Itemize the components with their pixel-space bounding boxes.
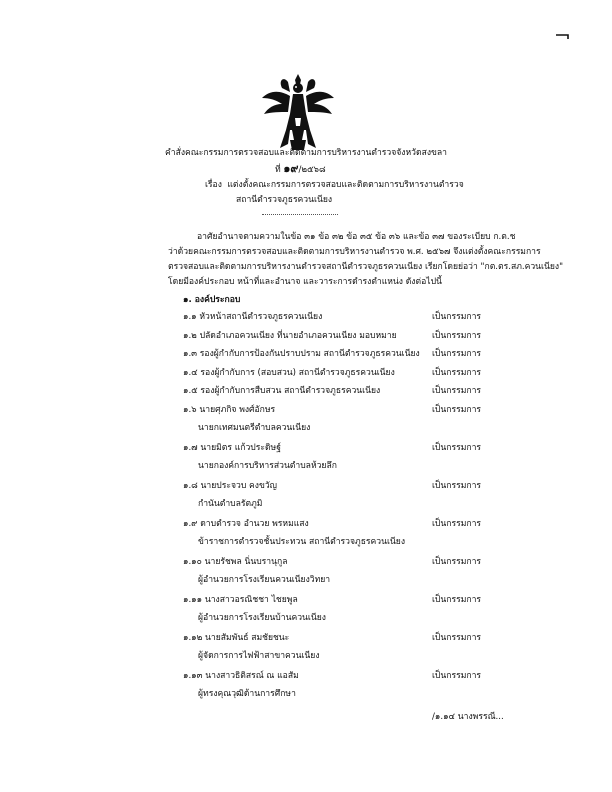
member-position: ผู้ทรงคุณวุฒิด้านการศึกษา — [198, 689, 296, 699]
order-number-suffix: /๒๕๖๘ — [298, 165, 326, 175]
member-position: ผู้อำนวยการโรงเรียนบ้านควนเนียง — [198, 613, 326, 623]
order-title: คำสั่งคณะกรรมการตรวจสอบและติดตามการบริหารงานตำรวจจังหวัดสงขลา — [165, 148, 447, 158]
member-role: เป็นกรรมการ — [432, 595, 482, 605]
body-line-1: อาศัยอำนาจตามความในข้อ ๓๑ ข้อ ๓๒ ข้อ ๓๕ ข้อ ๓๖ และข้อ ๓๗ ของระเบียบ ก.ต.ช — [197, 232, 516, 242]
member-name: ๑.๗ นายมิตร แก้วประดิษฐ์ — [183, 443, 281, 453]
member-name: ๑.๔ รองผู้กำกับการ (สอบสวน) สถานีตำรวจภูธรควนเนียง — [183, 367, 395, 378]
member-name: ๑.๕ รองผู้กำกับการสืบสวน สถานีตำรวจภูธรควนเนียง — [183, 386, 381, 397]
member-name: ๑.๒ ปลัดอำเภอควนเนียง ที่นายอำเภอควนเนียง มอบหมาย — [183, 330, 397, 341]
member-name: ๑.๑๑ นางสาวอรณิชชา ไชยพูล — [183, 595, 298, 605]
garuda-emblem-icon — [260, 70, 336, 156]
section-heading: ๑. องค์ประกอบ — [183, 295, 241, 305]
continuation-note: /๑.๑๔ นางพรรณี... — [432, 712, 504, 722]
member-position: ข้าราชการตำรวจชั้นประทวน สถานีตำรวจภูธรควนเนียง — [198, 537, 406, 547]
subject-label: เรื่อง — [205, 180, 222, 190]
order-number-prefix: ที่ — [275, 165, 281, 175]
member-role: เป็นกรรมการ — [432, 312, 482, 322]
member-position: ผู้อำนวยการโรงเรียนควนเนียงวิทยา — [198, 575, 331, 585]
order-number-handwritten: ๑๙ — [283, 162, 299, 175]
member-role: เป็นกรรมการ — [432, 671, 482, 681]
separator-dots — [262, 214, 338, 215]
member-role: เป็นกรรมการ — [432, 386, 482, 397]
member-role: เป็นกรรมการ — [432, 519, 482, 529]
member-role: เป็นกรรมการ — [432, 367, 482, 378]
member-role: เป็นกรรมการ — [432, 330, 482, 341]
member-name: ๑.๑ หัวหน้าสถานีตำรวจภูธรควนเนียง — [183, 312, 323, 322]
member-name: ๑.๑๒ นายสัมพันธ์ สมชัยชนะ — [183, 633, 290, 643]
member-position: กำนันตำบลรัตภูมิ — [198, 499, 263, 509]
member-name: ๑.๑๓ นางสาวธิติสรณ์ ณ แอสัม — [183, 671, 299, 681]
member-name: ๑.๘ นายประจวบ คงขวัญ — [183, 481, 277, 491]
member-role: เป็นกรรมการ — [432, 443, 482, 453]
member-role: เป็นกรรมการ — [432, 633, 482, 643]
member-role: เป็นกรรมการ — [432, 557, 482, 567]
body-line-2: ว่าด้วยคณะกรรมการตรวจสอบและติดตามการบริหารงานตำรวจ พ.ศ. ๒๕๖๗ จึงแต่งตั้งคณะกรรมการ — [168, 247, 541, 257]
body-line-4: โดยมีองค์ประกอบ หน้าที่และอำนาจ และวาระการดำรงตำแหน่ง ดังต่อไปนี้ — [168, 277, 442, 287]
corner-mark — [556, 34, 570, 39]
member-role: เป็นกรรมการ — [432, 405, 482, 415]
member-name: ๑.๙ ดาบตำรวจ อำนวย พรหมแสง — [183, 519, 309, 529]
order-number — [275, 163, 326, 176]
member-role: เป็นกรรมการ — [432, 349, 482, 360]
member-position: นายกองค์การบริหารส่วนตำบลห้วยลึก — [198, 461, 337, 471]
subject-line-2: สถานีตำรวจภูธรควนเนียง — [236, 195, 333, 205]
member-role: เป็นกรรมการ — [432, 481, 482, 491]
member-name: ๑.๑๐ นายรัชพล นิ่นบรานุกูล — [183, 557, 288, 567]
member-name: ๑.๓ รองผู้กำกับการป้องกันปราบปราม สถานีตำรวจภูธรควนเนียง — [183, 349, 420, 360]
member-position: ผู้จัดการการไฟฟ้าสาขาควนเนียง — [198, 651, 320, 661]
member-position: นายกเทศมนตรีตำบลควนเนียง — [198, 423, 311, 433]
member-name: ๑.๖ นายศุภกิจ พงศ์อักษร — [183, 405, 276, 415]
subject-line — [205, 180, 464, 191]
subject-text: แต่งตั้งคณะกรรมการตรวจสอบและติดตามการบริหารงานตำรวจ — [227, 180, 464, 190]
body-line-3: ตรวจสอบและติดตามการบริหารงานตำรวจสถานีตำรวจภูธรควนเนียง เรียกโดยย่อว่า "กต.ตร.สภ.ควนเนียง" — [168, 262, 564, 272]
